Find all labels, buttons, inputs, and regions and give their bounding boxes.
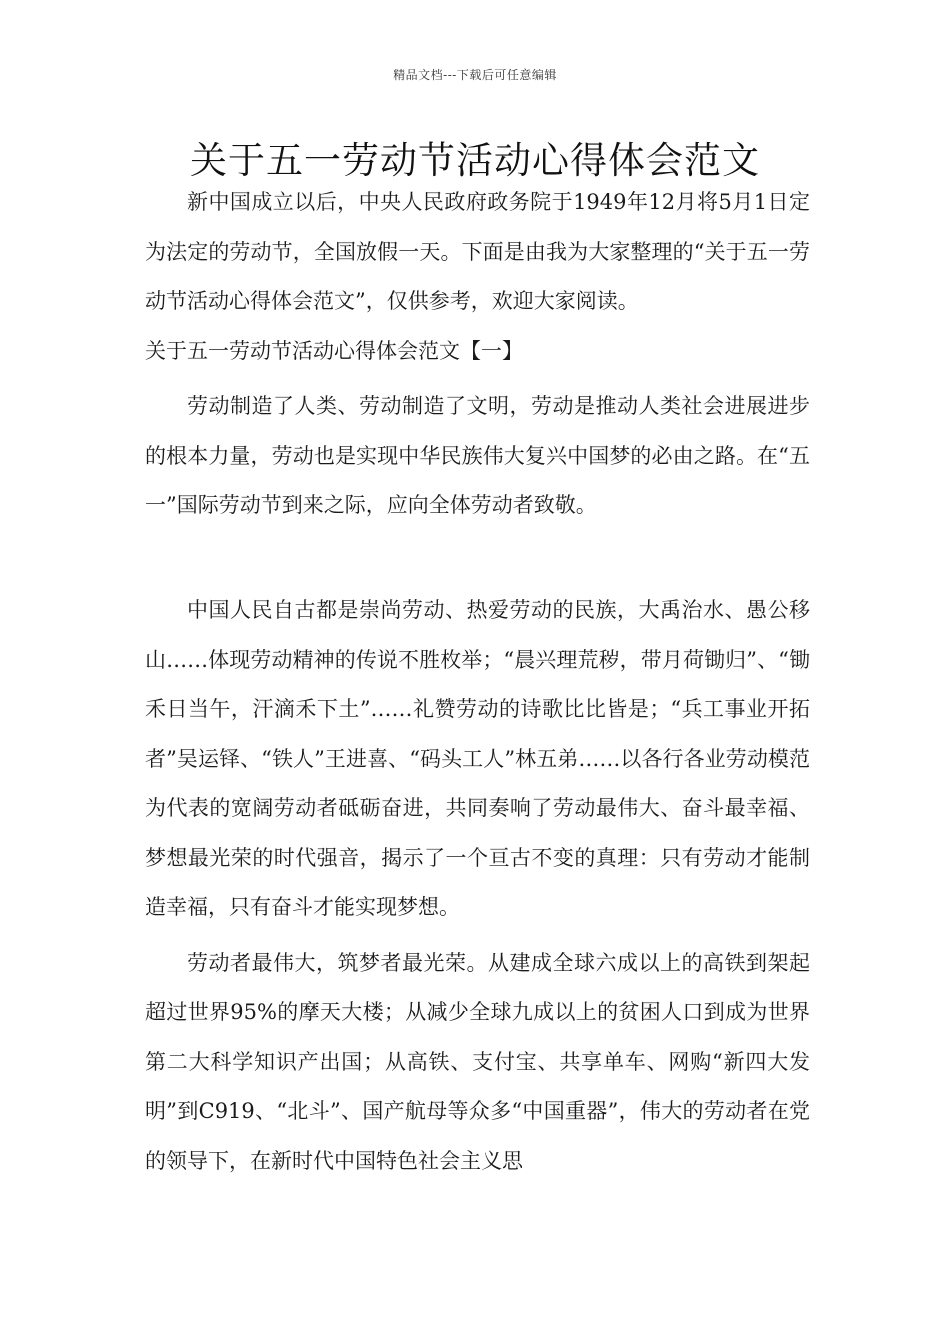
document-title: 关于五一劳动节活动心得体会范文 xyxy=(190,139,760,182)
body-paragraph: 劳动者最伟大，筑梦者最光荣。从建成全球六成以上的高铁到架起超过世界95%的摩天大楼；从减少全球九成以上的贫困人口到成为世界第二大科学知识产出国；从高铁、支付宝、共享单车、网购“新四大发明”到C919、“北斗”、国产航母等众多“中国重器”，伟大的劳动者在党的领导下，在新时代中国特色社会主义思 xyxy=(145,950,810,1173)
body-paragraph: 劳动制造了人类、劳动制造了文明，劳动是推动人类社会进展进步的根本力量，劳动也是实现中华民族伟大复兴中国梦的必由之路。在“五一”国际劳动节到来之际，应向全体劳动者致敬。 xyxy=(145,394,810,517)
intro-paragraph: 新中国成立以后，中央人民政府政务院于1949年12月将5月1日定为法定的劳动节，全国放假一天。下面是由我为大家整理的“关于五一劳动节活动心得体会范文”，仅供参考，欢迎大家阅读。 xyxy=(145,190,810,313)
blank-line xyxy=(145,531,810,581)
document-body xyxy=(145,178,810,1186)
section-heading: 关于五一劳动节活动心得体会范文【一】 xyxy=(145,338,523,363)
header-note: 精品文档---下载后可任意编辑 xyxy=(393,68,557,82)
body-paragraph: 中国人民自古都是崇尚劳动、热爱劳动的民族，大禹治水、愚公移山……体现劳动精神的传说不胜枚举；“晨兴理荒秽，带月荷锄归”、“锄禾日当午，汗滴禾下土”……礼赞劳动的诗歌比比皆是；“兵工事业开拓者”吴运铎、“铁人”王进喜、“码头工人”林五弟……以各行各业劳动模范为代表的宽阔劳动者砥砺奋进，共同奏响了劳动最伟大、奋斗最幸福、梦想最光荣的时代强音，揭示了一个亘古不变的真理：只有劳动才能制造幸福，只有奋斗才能实现梦想。 xyxy=(145,598,810,919)
